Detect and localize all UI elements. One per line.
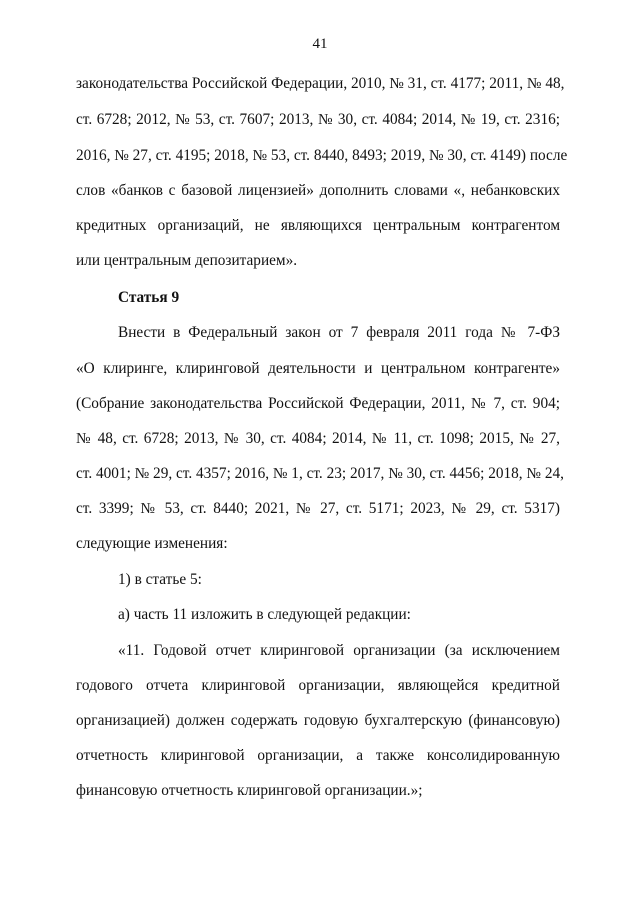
text-line: кредитных организаций, не являющихся центральным контрагентом	[76, 217, 560, 234]
text-line: организацией) должен содержать годовую бухгалтерскую (финансовую)	[76, 712, 560, 729]
text-line: финансовую отчетность клиринговой организации.»;	[76, 782, 423, 799]
text-line: (Собрание законодательства Российской Федерации, 2011, № 7, ст. 904;	[76, 395, 560, 412]
text-line: Внести в Федеральный закон от 7 февраля 2011 года № 7-ФЗ	[118, 324, 560, 341]
list-item-a: а) часть 11 изложить в следующей редакции:	[118, 606, 411, 623]
page-number: 41	[312, 36, 328, 52]
list-item-1: 1) в статье 5:	[118, 571, 202, 588]
text-line: слов «банков с базовой лицензией» дополнить словами «, небанковских	[76, 182, 560, 199]
text-line: 2016, № 27, ст. 4195; 2018, № 53, ст. 8440, 8493; 2019, № 30, ст. 4149) после	[76, 147, 568, 164]
text-line: законодательства Российской Федерации, 2010, № 31, ст. 4177; 2011, № 48,	[76, 75, 565, 92]
text-line: или центральным депозитарием».	[76, 252, 298, 269]
text-line: ст. 3399; № 53, ст. 8440; 2021, № 27, ст. 5171; 2023, № 29, ст. 5317)	[76, 500, 560, 517]
text-line: ст. 4001; № 29, ст. 4357; 2016, № 1, ст. 23; 2017, № 30, ст. 4456; 2018, № 24,	[76, 465, 564, 482]
text-line: следующие изменения:	[76, 535, 228, 552]
text-line: «11. Годовой отчет клиринговой организации (за исключением	[118, 642, 560, 659]
article-heading: Статья 9	[118, 289, 180, 306]
text-line: № 48, ст. 6728; 2013, № 30, ст. 4084; 2014, № 11, ст. 1098; 2015, № 27,	[76, 430, 560, 447]
text-line: ст. 6728; 2012, № 53, ст. 7607; 2013, № 30, ст. 4084; 2014, № 19, ст. 2316;	[76, 111, 560, 128]
text-line: годового отчета клиринговой организации, являющейся кредитной	[76, 677, 560, 694]
text-line: «О клиринге, клиринговой деятельности и центральном контрагенте»	[76, 360, 560, 377]
text-line: отчетность клиринговой организации, а также консолидированную	[76, 747, 560, 764]
